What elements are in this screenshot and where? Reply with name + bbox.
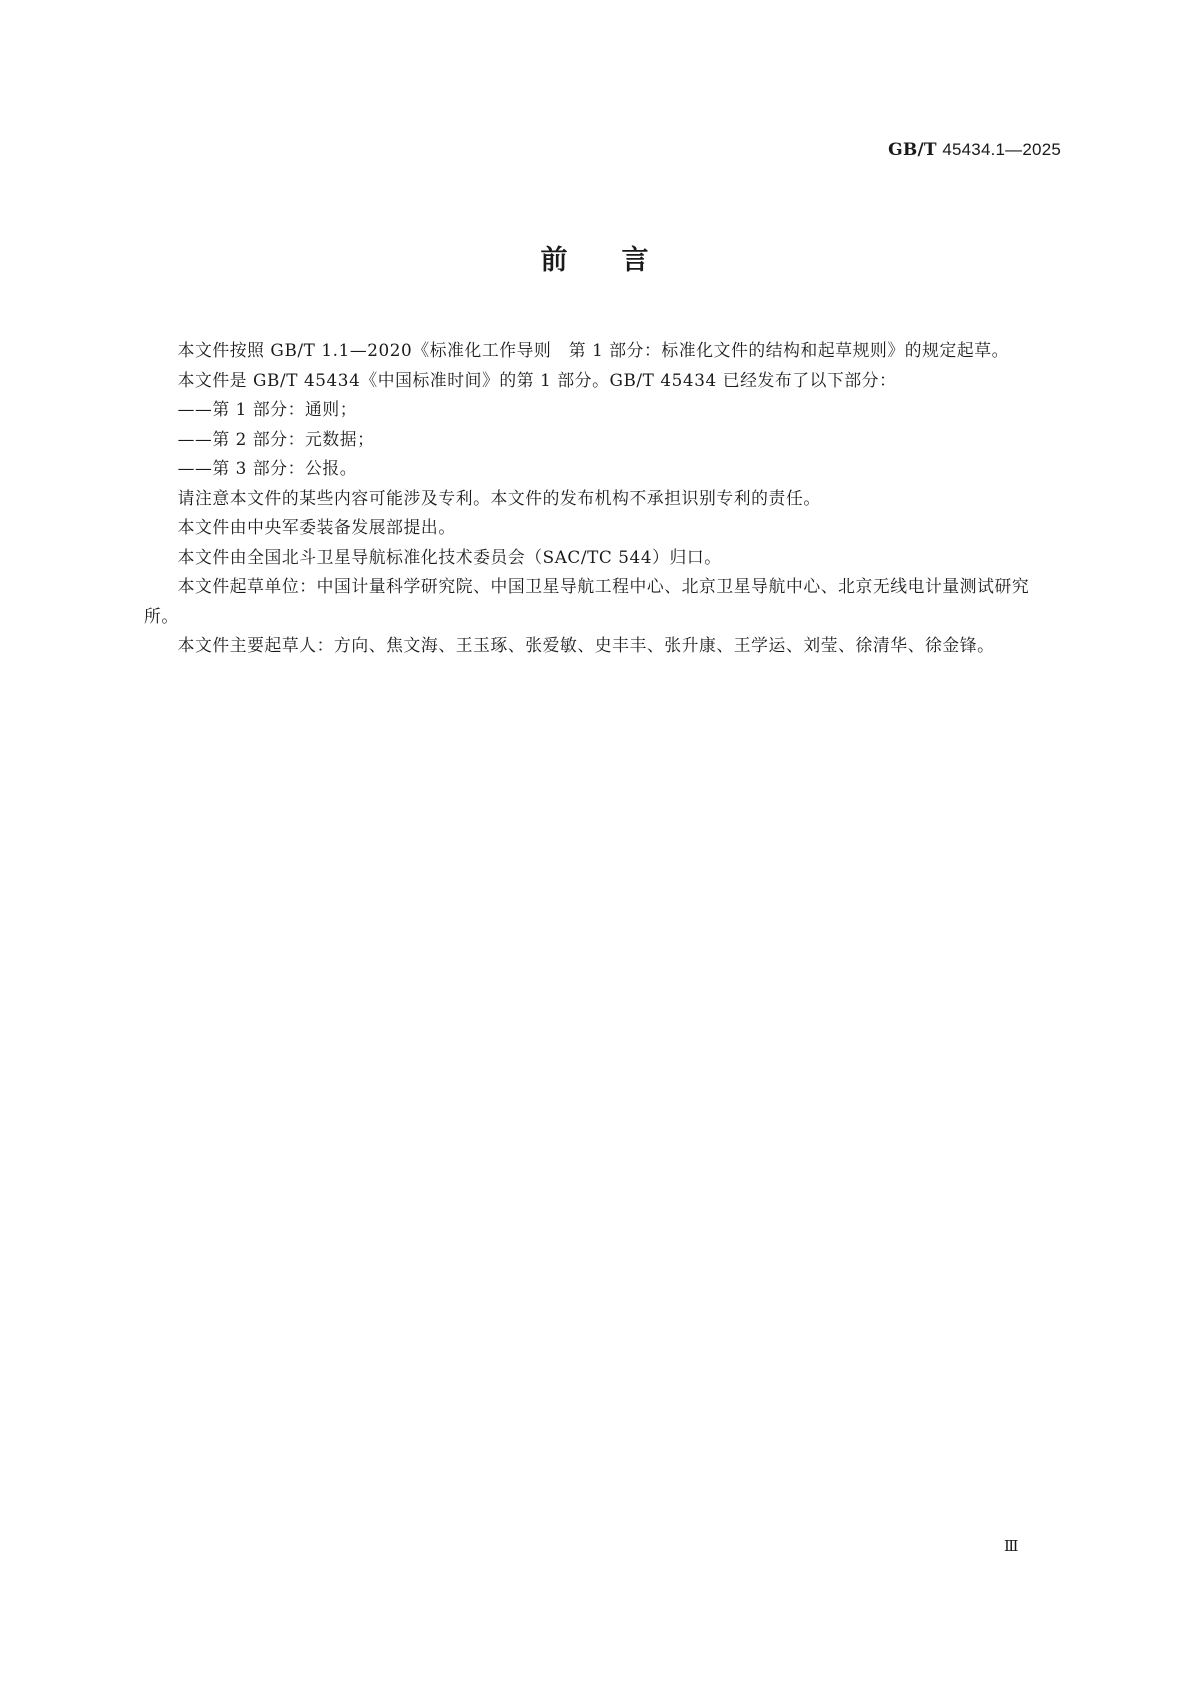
standard-code-prefix: GB/T	[888, 140, 937, 160]
paragraph-drafting-rules: 本文件按照 GB/T 1.1—2020《标准化工作导则 第 1 部分：标准化文件的结构和起草规则》的规定起草。	[177, 340, 1010, 360]
page-title-char-2: 言	[621, 245, 651, 276]
list-item-part-1: ——第 1 部分：通则；	[177, 399, 358, 419]
paragraph-patent-notice: 请注意本文件的某些内容可能涉及专利。本文件的发布机构不承担识别专利的责任。	[177, 487, 821, 508]
paragraph-proposed-by: 本文件由中央军委装备发展部提出。	[177, 517, 456, 537]
page-title-char-1: 前	[540, 245, 570, 276]
standard-code-number: 45434.1—2025	[942, 140, 1061, 159]
standard-code	[888, 140, 1061, 160]
list-item-part-3: ——第 3 部分：公报。	[177, 458, 358, 478]
foreword-body	[144, 336, 1055, 661]
paragraph-main-drafters: 本文件主要起草人：方向、焦文海、王玉琢、张爱敏、史丰丰、张升康、王学运、刘莹、徐清华、徐金锋。	[177, 635, 995, 655]
list-item-part-2: ——第 2 部分：元数据；	[177, 428, 375, 449]
paragraph-under-jurisdiction: 本文件由全国北斗卫星导航标准化技术委员会（SAC/TC 544）归口。	[177, 546, 722, 567]
paragraph-part-of-series: 本文件是 GB/T 45434《中国标准时间》的第 1 部分。GB/T 45434 已经发布了以下部分：	[177, 369, 897, 390]
page-title	[0, 238, 1191, 277]
paragraph-drafting-organizations: 本文件起草单位：中国计量科学研究院、中国卫星导航工程中心、北京卫星导航中心、北京无线电计量测试研究所。	[144, 576, 1030, 626]
page-number: Ⅲ	[1004, 1537, 1019, 1555]
